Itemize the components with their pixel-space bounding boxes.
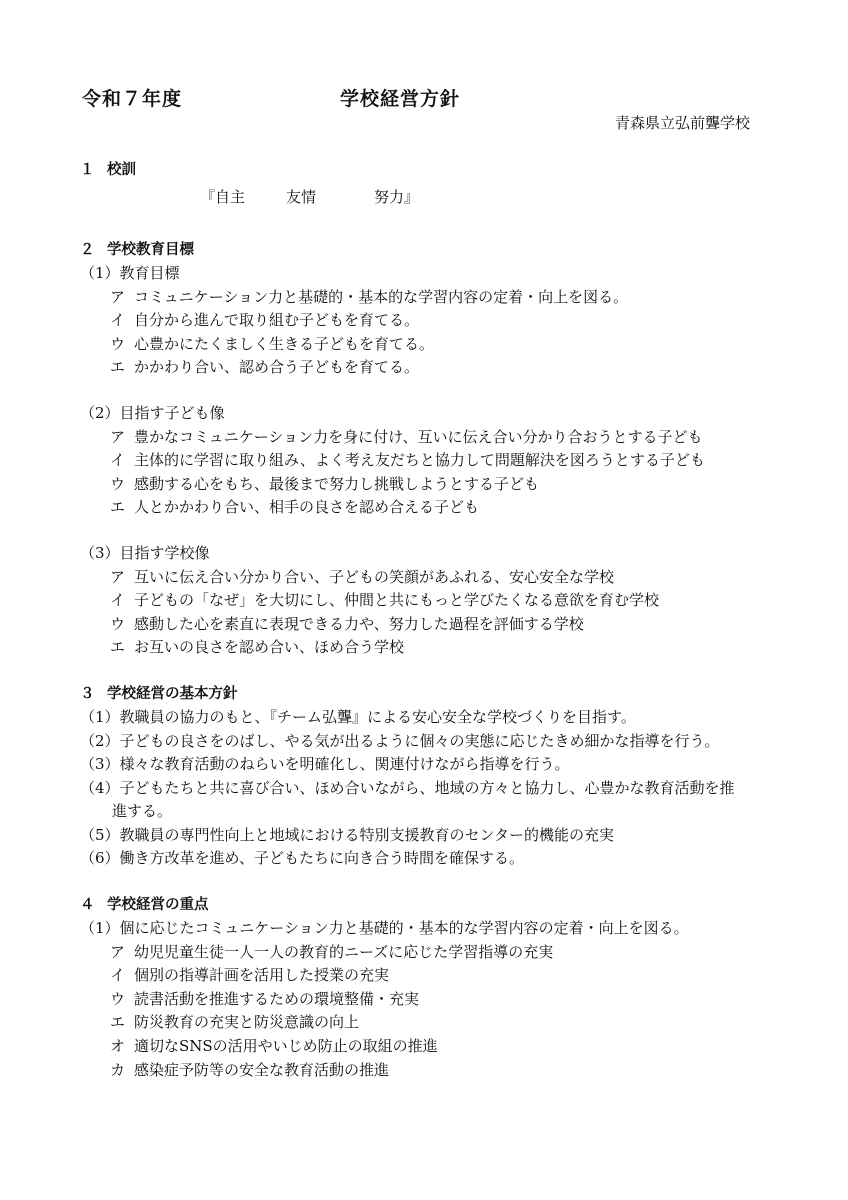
item-text: 防災教育の充実と防災意識の向上 [134,1013,360,1032]
motto-word: 『自主 [200,188,246,206]
item-text: 個別の指導計画を活用した授業の充実 [134,966,390,985]
subsection-heading: （1）教育目標 [80,264,180,282]
item-marker: エ [110,1013,126,1032]
item-text: 自分から進んで取り組む子どもを育てる。 [134,311,420,330]
section-number: ４ [80,897,95,914]
policy-item: （3）様々な教育活動のねらいを明確化し、関連付けながら指導を行う。 [80,755,570,774]
item-text: 豊かなコミュニケーション力を身に付け、互いに伝え合い分かり合おうとする子ども [134,427,703,446]
subsection-heading: （1）個に応じたコミュニケーション力と基礎的・基本的な学習内容の定着・向上を図る。 [80,919,689,938]
item-marker: ア [110,942,126,961]
section-number: １ [80,162,95,178]
section-3-heading [80,682,780,706]
item-text: お互いの良さを認め合い、ほめ合う学校 [134,638,405,657]
list-item [80,473,780,497]
list-item [80,356,780,380]
list-item [80,636,780,660]
section-1-heading [80,158,780,182]
subsection-heading: （2）目指す子ども像 [80,403,225,422]
item-text: かかわり合い、認め合う子どもを育てる。 [134,358,420,377]
motto-word: 友情 [286,188,317,206]
list-item [80,1011,780,1035]
item-text: 読書活動を推進するための環境整備・充実 [134,989,420,1008]
list-item [80,589,780,613]
item-marker: ウ [110,474,126,493]
list-item [80,496,780,520]
list-item [80,1059,780,1083]
item-marker: ウ [110,334,126,353]
subsection-heading: （3）目指す学校像 [80,543,210,562]
item-marker: イ [110,311,126,330]
list-item [80,988,780,1012]
item-text: コミュニケーション力と基礎的・基本的な学習内容の定着・向上を図る。 [134,287,629,306]
item-marker: ウ [110,989,126,1008]
item-marker: イ [110,966,126,985]
item-marker: ア [110,287,126,306]
item-marker: エ [110,638,126,657]
school-name: 青森県立弘前聾学校 [614,114,750,132]
policy-item: （6）働き方改革を進め、子どもたちに向き合う時間を確保する。 [80,849,524,868]
list-item [80,613,780,637]
item-text: 感動した心を素直に表現できる力や、努力した過程を評価する学校 [134,614,584,633]
item-text: 感動する心をもち、最後まで努力し挑戦しようとする子ども [134,474,540,493]
section-title: 学校経営の重点 [107,897,209,914]
item-marker: エ [110,498,126,517]
item-text: 適切なSNSの活用やいじめ防止の取組の推進 [134,1037,438,1056]
item-marker: ア [110,567,126,586]
policy-item-continued: 進する。 [112,802,173,821]
list-item [80,449,780,473]
item-text: 子どもの「なぜ」を大切にし、仲間と共にもっと学びたくなる意欲を育む学校 [134,591,660,610]
section-number: ３ [80,685,95,702]
page-title: 学校経営方針 [340,88,461,110]
item-marker: イ [110,451,126,470]
item-text: 互いに伝え合い分かり合い、子どもの笑顔があふれる、安心安全な学校 [134,567,615,586]
list-item [80,1035,780,1059]
policy-item: （5）教職員の専門性向上と地域における特別支援教育のセンター的機能の充実 [80,825,614,844]
item-text: 主体的に学習に取り組み、よく考え友だちと協力して問題解決を図ろうとする子ども [134,451,705,470]
item-text: 心豊かにたくましく生きる子どもを育てる。 [134,334,435,353]
policy-item: （1）教職員の協力のもと、『チーム弘聾』による安心安全な学校づくりを目指す。 [80,707,636,726]
section-4-heading [80,893,780,917]
list-item [80,941,780,965]
item-text: 幼児児童生徒一人一人の教育的ニーズに応じた学習指導の充実 [134,942,554,961]
document-body [80,158,780,1082]
list-item [80,566,780,590]
list-item [80,333,780,357]
section-title: 学校教育目標 [107,242,194,258]
policy-item: （2）子どもの良さをのばし、やる気が出るように個々の実態に応じたきめ細かな指導を行う。 [80,731,720,750]
section-2-heading [80,238,780,262]
list-item [80,286,780,310]
fiscal-year: 令和７年度 [82,88,183,110]
item-text: 人とかかわり合い、相手の良さを認め合える子ども [134,498,480,517]
item-text: 感染症予防等の安全な教育活動の推進 [134,1060,390,1079]
item-marker: エ [110,358,126,377]
list-item [80,964,780,988]
section-title: 学校経営の基本方針 [107,685,238,702]
list-item [80,309,780,333]
item-marker: イ [110,591,126,610]
section-number: ２ [80,242,95,258]
policy-item: （4）子どもたちと共に喜び合い、ほめ合いながら、地域の方々と協力し、心豊かな教育活動を推 [80,778,735,797]
section-title: 校訓 [107,162,136,178]
item-marker: ア [110,427,126,446]
motto-word: 努力』 [374,188,420,206]
list-item [80,426,780,450]
item-marker: ウ [110,614,126,633]
school-motto [80,184,780,210]
item-marker: カ [110,1060,126,1079]
item-marker: オ [110,1037,126,1056]
